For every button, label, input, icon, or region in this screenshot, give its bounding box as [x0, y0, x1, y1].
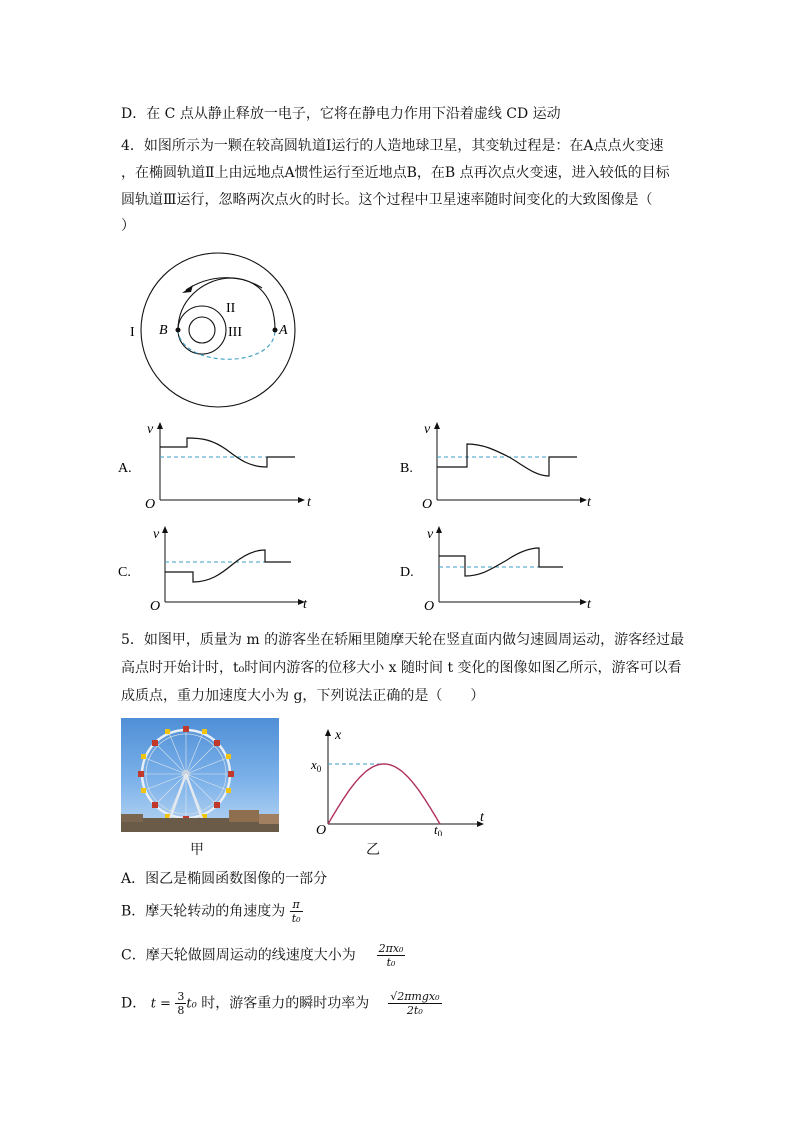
q5-option-b [121, 898, 303, 925]
ferris-wheel-photo [121, 718, 279, 832]
axis-t: t [587, 495, 591, 510]
graph-option-a [115, 420, 325, 510]
label-B: B [159, 323, 168, 338]
orbit-II-lower-dashed [178, 330, 275, 359]
speed-curve [165, 550, 291, 582]
option-d-t0: t₀ [186, 996, 197, 1012]
option-d-time: t = [150, 996, 171, 1012]
orbit-III-outer [178, 306, 226, 354]
q4-stem-line4: ） [121, 218, 135, 234]
q3-option-d: D．在 C 点从静止释放一电子，它将在静电力作用下沿着虚线 CD 运动 [121, 106, 561, 122]
orbit-diagram [120, 250, 310, 420]
point-A [273, 328, 278, 333]
speed-curve [439, 548, 563, 576]
q4-stem-line1: 4．如图所示为一颗在较高圆轨道Ⅰ运行的人造地球卫星，其变轨过程是：在A点点火变速 [121, 138, 664, 154]
label-I: I [130, 325, 135, 340]
option-d-label: D． [121, 995, 147, 1012]
axis-v: v [153, 527, 160, 542]
axis-v: v [424, 422, 431, 437]
tick-x0: $x_0$ [311, 757, 322, 774]
label-III: III [228, 325, 242, 340]
option-letter: B. [400, 461, 413, 476]
option-b-text: B．摩天轮转动的角速度为 [121, 903, 286, 920]
axis-origin: O [145, 497, 156, 510]
caption-jia: 甲 [190, 842, 204, 858]
option-b-fraction: $\frac{\pi}{\text{t₀}}$ [291, 898, 301, 925]
graph-option-b [397, 420, 607, 510]
label-II: II [226, 301, 236, 316]
axis-x-label: x [335, 728, 342, 743]
speed-curve [437, 444, 577, 476]
earth [189, 317, 215, 343]
q5-stem-line3: 成质点，重力加速度大小为 g，下列说法正确的是（ ） [121, 688, 485, 704]
arrow-head [182, 285, 193, 293]
option-d-time-fraction: $\frac{3}{8}$ [177, 990, 185, 1017]
graph-option-d [397, 524, 607, 614]
option-c-fraction: $\frac{\text{2πx₀}}{\text{t₀}}$ [378, 942, 404, 969]
axis-origin: O [422, 497, 433, 510]
origin-label: O [316, 823, 327, 836]
tick-t0: $t_0$ [434, 822, 443, 836]
q5-option-a: A．图乙是椭圆函数图像的一部分 [121, 871, 328, 887]
axis-origin: O [424, 599, 435, 614]
arch-curve [328, 764, 440, 824]
axis-v: v [147, 422, 154, 437]
option-letter: A. [118, 461, 132, 476]
axis-t: t [307, 495, 311, 510]
axis-t: t [303, 597, 307, 612]
label-A: A [279, 323, 288, 338]
q5-stem-line2: 高点时开始计时，t₀时间内游客的位移大小 x 随时间 t 变化的图像如图乙所示，游客可以看 [121, 660, 682, 676]
axis-origin: O [150, 599, 161, 614]
q5-option-c [121, 942, 405, 969]
displacement-time-graph [308, 724, 498, 836]
q5-option-d [121, 990, 442, 1018]
speed-curve [160, 438, 295, 467]
q4-stem-line2: ，在椭圆轨道Ⅱ上由远地点A惯性运行至近地点B，在B 点再次点火变速，进入较低的目标 [121, 165, 670, 181]
axis-t-label: t [480, 810, 484, 825]
option-letter: C. [118, 565, 131, 580]
option-c-text: C．摩天轮做圆周运动的线速度大小为 [121, 947, 356, 964]
axis-t: t [587, 597, 591, 612]
axis-v: v [427, 527, 434, 542]
option-d-power-fraction: $\frac{\text{√2πmgx₀}}{\text{2t₀}}$ [390, 990, 440, 1017]
point-B [176, 328, 181, 333]
caption-yi: 乙 [366, 842, 380, 858]
motion-arrow [186, 278, 262, 290]
q4-stem-line3: 圆轨道Ⅲ运行，忽略两次点火的时长。这个过程中卫星速率随时间变化的大致图像是（ [121, 192, 653, 208]
graph-option-c [115, 524, 325, 614]
q5-stem-line1: 5．如图甲，质量为 m 的游客坐在轿厢里随摩天轮在竖直面内做匀速圆周运动，游客经过最 [121, 632, 685, 648]
option-letter: D. [400, 565, 414, 580]
option-d-text: 时，游客重力的瞬时功率为 [201, 995, 370, 1012]
